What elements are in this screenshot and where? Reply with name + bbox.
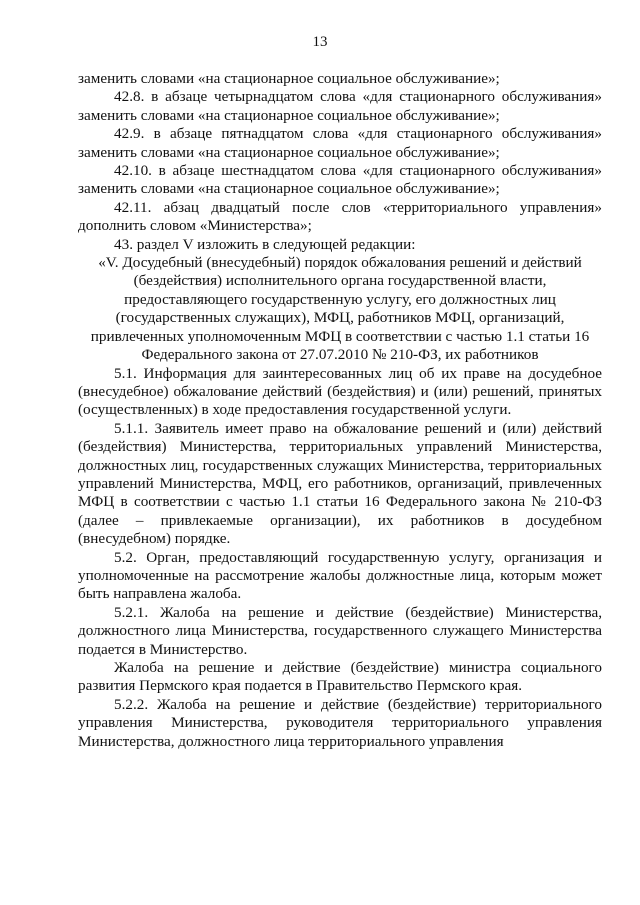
paragraph-5-2-2: 5.2.2. Жалоба на решение и действие (бездействие) территориального управления Министерства, руководителя территориального управления Министерства, должностного лица территориального управления (78, 695, 602, 750)
paragraph-5-1: 5.1. Информация для заинтересованных лиц об их праве на досудебное (внесудебное) обжалование действий (бездействия) и (или) решений, принятых (осуществленных) в ходе предоставления государственной услуги. (78, 364, 602, 419)
paragraph-5-2: 5.2. Орган, предоставляющий государственную услугу, организация и уполномоченные на рассмотрение жалобы должностные лица, которым может быть направлена жалоба. (78, 548, 602, 603)
section-v-heading: «V. Досудебный (внесудебный) порядок обжалования решений и действий (бездействия) исполнительного органа государственной власти, предоставляющего государственную услугу, его должностных лиц (государственных служащих), МФЦ, работников МФЦ, организаций, привлеченных уполномоченным МФЦ в соответствии с частью 1.1 статьи 16 Федерального закона от 27.07.2010 № 210-ФЗ, их работников (90, 254, 590, 364)
paragraph-42-10: 42.10. в абзаце шестнадцатом слова «для стационарного обслуживания» заменить словами «на стационарное социальное обслуживание»; (78, 162, 602, 198)
paragraph-42-9: 42.9. в абзаце пятнадцатом слова «для стационарного обслуживания» заменить словами «на стационарное социальное обслуживание»; (78, 125, 602, 161)
paragraph-5-2-1: 5.2.1. Жалоба на решение и действие (бездействие) Министерства, должностного лица Министерства, государственного служащего Министерства подается в Министерство. (78, 603, 602, 658)
paragraph-5-1-1: 5.1.1. Заявитель имеет право на обжалование решений и (или) действий (бездействия) Министерства, территориальных управлений Министерства, должностных лиц, государственных служащих Министерства, территориальных управлений Министерства, МФЦ, его работников, организаций, привлеченных МФЦ в соответствии с частью 1.1 статьи 16 Федерального закона № 210-ФЗ (далее – привлекаемые организации), их работников в досудебном (внесудебном) порядке. (78, 419, 602, 548)
page-number: 13 (312, 34, 328, 50)
paragraph-43: 43. раздел V изложить в следующей редакции: (114, 235, 416, 253)
paragraph-42-8: 42.8. в абзаце четырнадцатом слова «для стационарного обслуживания» заменить словами «на стационарное социальное обслуживание»; (78, 88, 602, 124)
paragraph-minister-complaint: Жалоба на решение и действие (бездействие) министра социального развития Пермского края подается в Правительство Пермского края. (78, 659, 602, 695)
paragraph-continuation: заменить словами «на стационарное социальное обслуживание»; (78, 70, 500, 87)
document-body (78, 70, 602, 751)
paragraph-42-11: 42.11. абзац двадцатый после слов «территориального управления» дополнить словом «Министерства»; (78, 198, 602, 235)
